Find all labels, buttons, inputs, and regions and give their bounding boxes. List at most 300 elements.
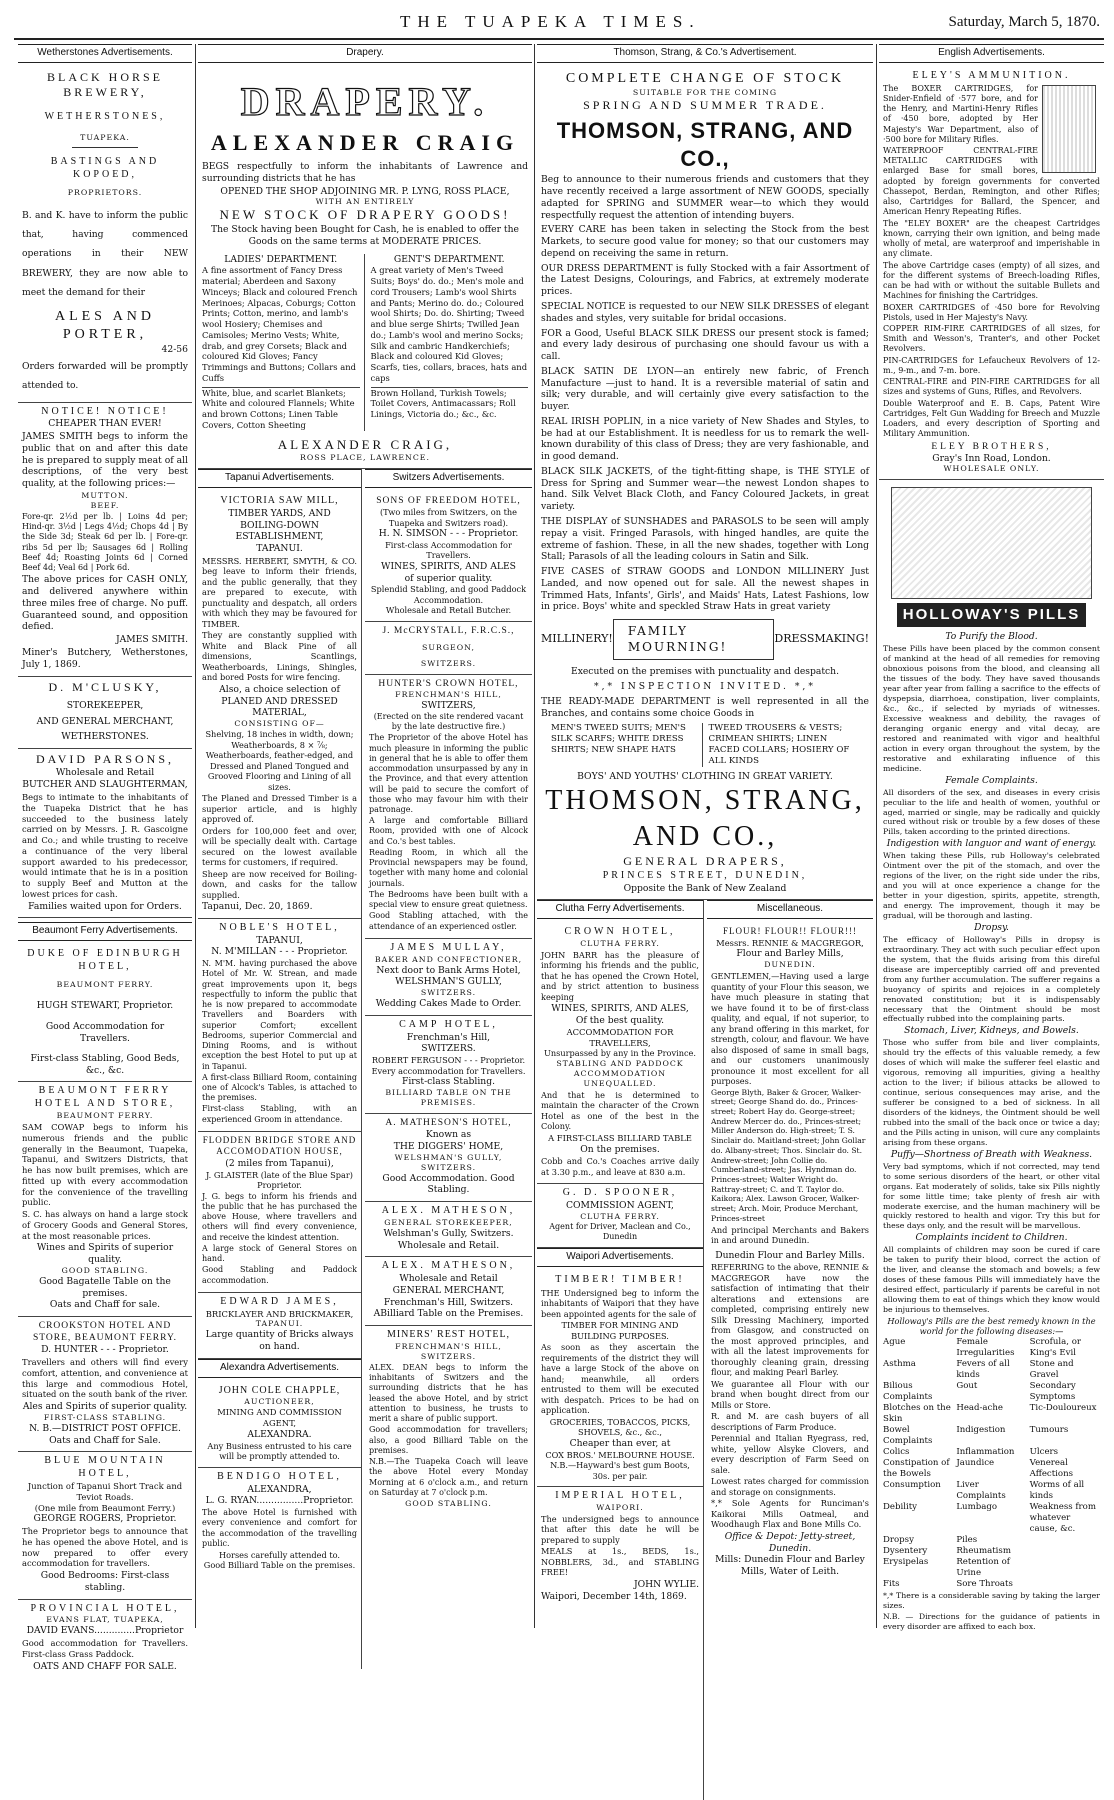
ad-line: TIMBER YARDS, AND <box>228 507 331 519</box>
ad-line: WETHERSTONES, <box>44 110 166 122</box>
ad-line: ABilliard Table on the Premises. <box>373 1308 524 1320</box>
disease-item: Ulcers <box>1029 1446 1059 1457</box>
engraving-illustration <box>891 487 1092 599</box>
ad-line: BUTCHER AND SLAUGHTERMAN, <box>22 779 188 791</box>
ad-line: Good Accommodation for Travellers. <box>45 1021 165 1045</box>
ad-line: GENERAL MERCHANT, <box>392 1284 505 1296</box>
disease-item: Rheumatism <box>956 1545 1011 1556</box>
subheading: Indigestion with languor and want of energy. <box>886 838 1097 850</box>
ad-body: *,* Sole Agents for Runciman's Kaikorai Mills Oatmeal, and Woodhaugh Flax and Bone Mills Co. <box>711 1498 869 1530</box>
masthead <box>0 0 1114 40</box>
testimonial-names: George Blyth, Baker & Grocer, Walker-street; George Shand do. do., Princes-street; Robert Hay do. George-street; Andrew Mercer do. do., Princes-street; Miller Anderson do. High-street; T. S. Sinclair do. Maitland-street; John Gollar do. Albany-street; Thos. Sinclair do. St. Andrew-street; John Collie do. Cumberland-street; Jas. Hyndman do. Princes-street; Walter Wright do. Rattray-street; C. and T. Taylor do. Kaikora; Alex. Lawson Grocer, Walker-street; Arch. Moir, Produce Merchant, Princes-street <box>711 1087 866 1223</box>
issue-date: Saturday, March 5, 1870. <box>948 14 1100 30</box>
ad-body: N.B.—The Tuapeka Coach will leave the above Hotel every Monday Morning at 6 o'clock a.m., and return on Saturday at 7 o'clock p.m. <box>369 1457 528 1497</box>
ad-line: Oats and Chaff for Sale. <box>49 1434 161 1446</box>
ad-notice <box>18 403 192 678</box>
ad-body: GENTLEMEN,—Having used a large quantity of your Flour this season, we have much pleasure in stating that we have found it to be of first-class quality, and equal, if not superior, to any brand offering in this market, for strength, colour, and flavour. We have also disposed of same in small bags, and our customers unanimously pronounce it most excellent for all purposes. <box>711 971 869 1087</box>
ad-line: GENERAL STOREKEEPER, <box>384 1217 513 1227</box>
ad-line: Wholesale and Retail <box>55 767 155 779</box>
ad-title: ALEXANDER CRAIG <box>210 129 520 155</box>
ad-title: ELEY'S AMMUNITION. <box>912 69 1071 81</box>
ad-line: THE DIGGERS' HOME, <box>393 1140 504 1152</box>
ad-body: The "ELEY BOXER" are the cheapest Cartridges known, carrying their own ignition, and being made wholly of metal, are waterproof and imperishable in any climate. <box>883 218 1100 259</box>
millinery-label: MILLINERY! <box>541 632 613 646</box>
cartridge-illustration <box>1042 85 1096 173</box>
ad-body: REFERRING to the above, RENNIE & MACGREGOR have now the satisfaction of intimating that their alterations and extensions are completed, comprising entirely new Silk Dressing Machinery, imported from Glasgow, and constructed on the most approved principles, and with all the latest improvements for thoroughly cleaning grain, dressing flour, and making Pearl Barley. <box>711 1262 869 1378</box>
ad-line: Frenchman's Hill, <box>406 1031 491 1043</box>
ad-line: STABLING AND PADDOCK ACCOMMODATION UNEQUALLED. <box>556 1058 684 1088</box>
ad-line: of superior quality. <box>404 572 493 584</box>
ad-line: Opposite the Bank of New Zealand <box>623 882 787 894</box>
ad-body: Those who suffer from bile and liver complaints, should try the effects of this valuable remedy, a few doses of which will make the sufferer feel elastic and vigorous, removing all impurities, giving a healthy action to the liver; if bilious attacks be allowed to continue, serious consequences may arise, and the sufferer be consigned to a bed of sickness. In all disorders of the kidneys, the Ointment should be well rubbed into the small of the back once or twice a day; and the Pills acting in unison, will cure any complaints arising from these organs. <box>883 1038 1100 1147</box>
ad-line: BAKER AND CONFECTIONER, <box>374 954 523 964</box>
ad-line: Messrs. RENNIE & MACGREGOR, <box>716 937 864 948</box>
ad-line: Executed on the premises with punctuality and despatch. <box>570 665 840 677</box>
disease-list <box>883 1337 1100 1590</box>
disease-item <box>1030 1557 1100 1579</box>
ad-line: First-class Stabling. <box>401 1076 496 1088</box>
ad-line: Cheaper than ever, at <box>569 1437 671 1449</box>
ad-title: DAVID PARSONS, <box>35 752 175 767</box>
ad-paragraph: REAL IRISH POPLIN, in a nice variety of New Shades and Styles, to be had at our Establishment. It is needless for us to remark the well-known durability of this class of Dress; they are very fashionable, and in good demand. <box>541 415 869 463</box>
ad-line: Known as <box>425 1129 472 1141</box>
ad-body: THE Undersigned beg to inform the inhabitants of Waipori that they have been appointed agents for the sale of <box>541 1287 699 1319</box>
ad-signature: ELEY BROTHERS, <box>931 441 1052 452</box>
ad-line: TAPANUI. <box>255 1319 304 1329</box>
ad-body: The BOXER CARTRIDGES, for Snider-Enfield of ·577 bore, and for the Henry, and Martini-Henry Rifles of ·450 bore, adopted by Her Majesty's War Department, also of ·500 bore for Military Rifles. <box>883 83 1038 144</box>
ad-line: SURGEON, <box>422 643 475 653</box>
disease-item: Tic-Douloureux <box>1029 1402 1097 1413</box>
disease-item: Debility <box>883 1501 918 1512</box>
ad-body: Lowest rates charged for commission and storage on consignments. <box>711 1476 869 1497</box>
column-clutha <box>537 900 704 1800</box>
holloway-banner: HOLLOWAY'S PILLS <box>897 603 1086 627</box>
ad-line: Good Accommodation. Good Stabling. <box>382 1172 515 1196</box>
ad-body: The above prices for CASH ONLY, and delivered anywhere within three miles free of charge. No puff. Guaranteed sound, and opposition defied. <box>22 574 188 633</box>
ad-paragraph: SPECIAL NOTICE is requested to our NEW SILK DRESSES of elegant shades and styles, very suitable for bridal occasions. <box>541 301 869 324</box>
ad-provincial-hotel <box>18 1600 192 1678</box>
ad-line: SWITZERS, <box>421 700 476 712</box>
ad-nobles-hotel <box>198 919 361 1132</box>
disease-item: Dropsy <box>883 1534 914 1545</box>
ad-paragraph: EVERY CARE has been taken in selecting the Stock from the best Markets, to secure good value for money; so that our customers may depend on receiving the same in return. <box>541 224 869 259</box>
ad-title: CROOKSTON HOTEL AND STORE, BEAUMONT FERRY. <box>33 1321 177 1344</box>
column-switzers <box>365 469 532 1514</box>
ad-line: COX BROS.' MELBOURNE HOUSE. <box>545 1449 695 1460</box>
items-right: TWEED TROUSERS & VESTS; CRIMEAN SHIRTS; LINEN FACED COLLARS; HOSIERY OF ALL KINDS <box>708 722 850 766</box>
ad-line: DUNEDIN. <box>764 960 816 970</box>
ad-body: Good accommodation for travellers; also, a good Billiard Table on the premises. <box>369 1425 528 1455</box>
ad-line: Wedding Cakes Made to Order. <box>375 998 522 1010</box>
ad-line: SUITABLE FOR THE COMING <box>632 87 778 97</box>
ad-line: TIMBER FOR MINING AND BUILDING PURPOSES. <box>561 1320 679 1341</box>
ad-body: A large stock of General Stores on hand. <box>202 1243 357 1264</box>
ad-title: DUKE OF EDINBURGH HOTEL, <box>27 948 183 972</box>
ad-body: CENTRAL-FIRE and PIN-FIRE CARTRIDGES for all sizes and systems of Guns, Rifles, and Revolvers. <box>883 377 1100 397</box>
ad-title: SONS OF FREEDOM HOTEL, <box>376 495 521 506</box>
subheading: Stomach, Liver, Kidneys, and Bowels. <box>904 1025 1079 1037</box>
ad-line: Wholesale and Retail <box>399 1273 498 1285</box>
disease-item: Stone and Gravel <box>1029 1358 1074 1380</box>
disease-item: Bilious Complaints <box>883 1380 933 1402</box>
ad-body: They are constantly supplied with White and Black Pine of all dimensions, Scantlings, Weatherboards, Linings, Shingles, and bored Posts for wire fencing. <box>202 630 357 683</box>
ad-rennie-macgregor <box>707 923 873 1583</box>
millinery-row <box>541 619 869 660</box>
ad-body: Orders for 100,000 feet and over, will be specially dealt with. Cartage secured on the lowest available terms for customers, if required. <box>202 825 357 868</box>
ad-title: BLACK HORSE BREWERY, <box>46 69 163 100</box>
ad-body: First-class Stabling, with an experienced Groom in attendance. <box>202 1104 357 1124</box>
ad-line: ALEXANDRA. <box>247 1428 312 1440</box>
ad-line: ACCOMMODATION FOR TRAVELLERS, <box>566 1026 674 1048</box>
ad-body: And principal Merchants and Bakers in and around Dunedin. <box>711 1224 869 1246</box>
ad-body: MESSRS. HERBERT, SMYTH, & CO. beg leave to inform their friends, and the public generally, that they are prepared to execute, with punctuality and despatch, all orders with which they may be favoured for TIMBER. <box>202 555 357 629</box>
ad-line: Agent for Driver, Maclean and Co., Dunedin <box>549 1221 691 1242</box>
ad-body: All disorders of the sex, and diseases in every crisis peculiar to the life and health of women, youthful or aged, married or single, may be radically and quickly cured without risk or trouble by a few doses of these Pills, taken according to the printed directions. <box>883 787 1100 837</box>
disease-item: Tumours <box>1029 1424 1069 1435</box>
section-heading: Thomson, Strang, & Co.'s Advertisement. <box>537 44 873 63</box>
ad-line: PRINCES STREET, DUNEDIN, <box>602 869 808 881</box>
ad-holloways-pills <box>879 480 1104 1637</box>
ad-body: N.B. — Directions for the guidance of patients in every disorder are affixed to each box. <box>883 1611 1100 1631</box>
ad-body: SAM COWAP begs to inform his numerous friends and the public generally in the Beaumont, Tuapeka, Tapanui, and Switzers Districts, that he has now built premises, which are fitted up with every accommodation for the convenience of the travelling public. <box>22 1122 188 1208</box>
ad-line: Horses carefully attended to. <box>218 1549 341 1560</box>
ad-mcclusky <box>18 677 192 749</box>
disease-item: Female Irregularities <box>956 1336 1015 1358</box>
ad-title: EDWARD JAMES, <box>220 1295 339 1307</box>
ad-paragraph: BLACK SILK JACKETS, of the tight-fitting shape, is THE STYLE of Dress for Spring and Summer wear—the newest London shapes to hand. Silk Velvet Black Cloth, and Fancy Coloured Jackets, in great variety. <box>541 465 869 513</box>
section-heading: Alexandra Advertisements. <box>198 1359 361 1378</box>
ad-diggers-home <box>365 1114 532 1202</box>
ad-body: BOXER CARTRIDGES of ·450 bore for Revolving Pistols, used in Her Majesty's Navy. <box>883 302 1100 322</box>
ad-line: Frenchman's Hill, Switzers. <box>383 1296 514 1308</box>
column-wetherstones <box>18 44 192 1672</box>
ad-miners-rest-hotel <box>365 1326 532 1514</box>
section-heading: Tapanui Advertisements. <box>198 469 361 488</box>
ad-body: Perennial and Italian Ryegrass, red, white, yellow Alsyke Clovers, and every description of Farm Seed on sale. <box>711 1433 869 1475</box>
ad-line: PROPRIETORS. <box>67 187 143 197</box>
ad-date: Waipori, December 14th, 1869. <box>541 1590 687 1602</box>
ad-body: Reading Room, in which all the Provincial newspapers may be found, together with many home and colonial journals. <box>369 847 528 888</box>
masthead-rule <box>14 38 1104 40</box>
disease-item: Scrofula, or King's Evil <box>1029 1336 1081 1358</box>
ad-body: The Stock having been Bought for Cash, he is enabled to offer the Goods on the same terms at MODERATE PRICES. <box>211 224 519 247</box>
ad-line: Good Bagatelle Table on the premises. <box>39 1275 171 1299</box>
dressmaking-label: DRESSMAKING! <box>774 632 869 646</box>
ad-body: The above Cartridge cases (empty) of all sizes, and for the different systems of Breech-loading Rifles, can be had with or without the suitable Bullets and Machines for finishing the Cartridges. <box>883 260 1100 301</box>
ad-body: PIN-CARTRIDGES for Lefaucheux Revolvers of 12-m., 9-m., and 7-m. bore. <box>883 355 1100 375</box>
ad-victoria-saw-mill <box>198 492 361 919</box>
ad-line: COMMISSION AGENT, <box>566 1200 674 1212</box>
ad-paragraph: FIVE CASES of STRAW GOODS and LONDON MILLINERY Just Landed, and now opened out for sale. All the newest shapes in Trimmed Hats, Infants', Girls', and Maids' Hats, Latest Fashions, low in price. Boys' white and speckled Straw Hats in great variety <box>541 566 869 613</box>
price-list: Fore-qr. 2½d per lb. | Loins 4d per; Hind-qr. 3½d | Legs 4½d; Chops 4d | By the Side 3d; Steak 6d per lb. | Fore-qr. ribs 5d per lb; Sausages 6d | Rolling Beef 4d; Roasting Joints 6d | Corned Beef 4d; Veal 6d | Pork 6d. <box>22 511 188 573</box>
disease-item: Fits <box>883 1578 900 1589</box>
ad-body: The Planed and Dressed Timber is a superior article, and is highly approved of. <box>202 793 357 825</box>
ad-line: SWITZERS. <box>420 659 477 669</box>
ad-line: Flour and Barley Mills, <box>736 948 844 960</box>
ad-line: DAVID EVANS..............Proprietor <box>26 1625 184 1637</box>
ad-headline: SPRING AND SUMMER TRADE. <box>583 97 827 112</box>
ad-line: J. GLAISTER (late of the Blue Spar) Proprietor. <box>206 1169 353 1191</box>
column-miscellaneous <box>707 900 873 1583</box>
ad-black-horse-brewery <box>18 67 192 403</box>
subheading: To Purify the Blood. <box>945 631 1038 643</box>
ad-line: CLUTHA FERRY. <box>580 938 660 948</box>
disease-item: Head-ache <box>956 1402 1003 1413</box>
ad-line: GROCERIES, TOBACCOS, PICKS, SHOVELS, &c., &c., <box>549 1416 691 1438</box>
ad-body: J. G. begs to inform his friends and the public that he has purchased the above House, where travellers and others will find every convenience, and receive the kindest attention. <box>202 1191 357 1242</box>
section-heading: Drapery. <box>198 44 532 63</box>
ad-line: D. HUNTER - - - Proprietor. <box>41 1344 169 1356</box>
ad-line: N.B.—Hayward's best gum Boots, 30s. per pair. <box>550 1460 690 1481</box>
newspaper-title: THE TUAPEKA TIMES. <box>400 12 701 31</box>
disease-item: Venereal Affections <box>1029 1457 1074 1479</box>
ad-line: Gray's Inn Road, London. <box>932 452 1051 464</box>
ad-body: Good Stabling and Paddock accommodation. <box>202 1265 357 1285</box>
ad-title: TIMBER! TIMBER! <box>555 1274 685 1286</box>
ad-body: Shelving, 18 inches in width, down; Weatherboards, 8 × ⅞; Weatherboards, feather-edged, and Dressed and Planed Tongued and Grooved Flooring and Lining of all sizes. <box>205 729 354 792</box>
ad-line: OATS AND CHAFF FOR SALE. <box>33 1660 177 1672</box>
ad-line: Of the best quality. <box>575 1015 665 1027</box>
ladies-list: A fine assortment of Fancy Dress material; Aberdeen and Saxony Winceys; Black and coloured French Merinoes; Alpacas, Coburgs; Cotton Prints; Cotton, merino, and lamb's wool Hosiery; Chemises and Camisoles; Merino Vests; White, drab, and grey Corsets; Black and coloured Kid Gloves; Fancy Trimmings and Buttons; Collars and Cuffs <box>202 265 358 383</box>
subheading: Complaints incident to Children. <box>915 1232 1068 1244</box>
ad-body: Orders forwarded will be promptly attended to. <box>22 360 188 392</box>
ad-body: Good Stabling attached, with the attendance of an experienced ostler. <box>369 911 528 931</box>
ad-title: MINERS' REST HOTEL, <box>386 1329 511 1341</box>
column-english <box>879 44 1104 1632</box>
ad-thomson-strang <box>537 67 873 900</box>
column-divider <box>876 44 877 1628</box>
ad-line: AND GENERAL MERCHANT, <box>36 715 174 727</box>
ad-imperial-hotel <box>537 1487 703 1607</box>
ad-title: G. D. SPOONER, <box>562 1187 678 1199</box>
ad-body: R. and M. are cash buyers of all descriptions of Farm Produce. <box>711 1411 869 1432</box>
ad-title: IMPERIAL HOTEL, <box>555 1490 685 1502</box>
column-divider <box>534 44 535 1628</box>
subheading: Female Complaints. <box>945 774 1038 786</box>
ad-line: Good Bedrooms: First-class stabling. <box>40 1570 170 1593</box>
ad-line: WAIPORI. <box>596 1502 644 1512</box>
ad-body: As soon as they ascertain the requirements of the district they will have a large Stock of the above on hand; meanwhile, all orders entrusted to them will be executed with despatch. Prices to be had on application. <box>541 1342 699 1416</box>
disease-item: Dysentery <box>883 1545 928 1556</box>
ad-line: WELSHMAN'S GULLY, <box>395 976 502 988</box>
ad-mccrystall <box>365 622 532 675</box>
ad-title: D. M'CLUSKY, <box>48 680 162 695</box>
ad-body: The Bedrooms have been built with a special view to ensure great quietness. <box>369 889 528 910</box>
ad-line: BOYS' AND YOUTHS' CLOTHING IN GREAT VARIETY. <box>577 770 833 782</box>
ad-paragraph: FOR a Good, Useful BLACK SILK DRESS our present stock is famed; and every lady desirous of purchasing one should favour us with a call. <box>541 327 869 363</box>
ad-line: (One mile from Beaumont Ferry.) <box>34 1502 176 1513</box>
ad-line: BOILING-DOWN ESTABLISHMENT, <box>235 519 324 543</box>
ad-title: HUNTER'S CROWN HOTEL, <box>378 679 519 690</box>
ad-line: ROSS PLACE, LAWRENCE. <box>300 453 430 463</box>
ad-line: MUTTON. <box>81 491 129 500</box>
ad-alexander-craig <box>198 67 532 469</box>
ad-title: JAMES MULLAY, <box>390 941 507 953</box>
ad-line: First-class Stabling, Good Beds, &c., &c. <box>30 1052 180 1076</box>
ad-line: Ales and Spirits of superior quality. <box>22 1401 188 1413</box>
ad-line: H. N. SIMSON - - - Proprietor. <box>378 528 519 540</box>
ad-line: Mills: Dunedin Flour and Barley Mills, Water of Leith. <box>715 1554 865 1578</box>
ad-sons-of-freedom <box>365 492 532 622</box>
disease-item: Fevers of all kinds <box>956 1358 1010 1380</box>
ad-line: BASTINGS AND KOPOED, <box>50 156 160 181</box>
ad-line: AUCTIONEER, <box>244 1397 315 1407</box>
ad-line: BEEF. <box>90 500 120 510</box>
ad-date: Tapanui, Dec. 20, 1869. <box>202 901 313 913</box>
ad-title: CROWN HOTEL, <box>564 926 676 938</box>
ad-body: S. C. has always on hand a large stock of Grocery Goods and General Stores, at the most reasonable prices. <box>22 1209 188 1241</box>
disease-item: Inflammation <box>956 1446 1015 1457</box>
disease-item: Bowel Complaints <box>883 1424 933 1446</box>
ad-line: On the premises. <box>580 1143 660 1155</box>
ad-duke-of-edinburgh <box>18 945 192 1082</box>
ad-line: WITH AN ENTIRELY <box>315 197 415 207</box>
ad-body: JOHN BARR has the pleasure of informing his friends and the public, that he has opened the Crown Hotel, and by strict attention to business keeping <box>541 949 699 1002</box>
ad-signature: ALEXANDER CRAIG, <box>277 436 453 452</box>
ad-timber <box>537 1271 703 1487</box>
ad-line: Every accommodation for Travellers. <box>371 1065 526 1076</box>
section-heading: Waipori Advertisements. <box>537 1248 703 1267</box>
ad-line: FRENCHMAN'S HILL, SWITZERS. <box>395 1342 502 1361</box>
ad-title: A. MATHESON'S HOTEL, <box>385 1117 512 1128</box>
ad-body: Begs to intimate to the inhabitants of the Tuapeka District that he has succeeded to the business lately carried on by Messrs. J. R. Gascoigne and Co.; and while trusting to receive a continuance of the very liberal support awarded to his predecessor, would intimate that he is in a position to supply Beef and Mutton at the lowest prices for cash. <box>22 792 188 899</box>
ad-alex-matheson-merchant <box>365 1257 532 1326</box>
disease-item <box>1030 1579 1100 1590</box>
ad-line: CLUTHA FERRY. <box>580 1211 660 1221</box>
ad-line: *,* INSPECTION INVITED. *,* <box>594 680 816 692</box>
column-tapanui <box>198 469 362 1669</box>
disease-item: Erysipelas <box>883 1556 929 1567</box>
ad-body: The above Hotel is furnished with every convenience and comfort for the accommodation of the travelling public. <box>202 1508 357 1548</box>
ad-paragraph: OUR DRESS DEPARTMENT is fully Stocked with a fair Assortment of the Latest Designs, Colourings, and Fabrics, at extremely moderate prices. <box>541 262 869 298</box>
ad-line: First-class Accommodation for Travellers. <box>385 539 512 561</box>
ad-line: WETHERSTONES. <box>61 731 149 743</box>
ad-body: And that he is determined to maintain the character of the Crown Hotel as one of the best in the Colony. <box>541 1089 699 1132</box>
ad-line: Wines and Spirits of superior quality. <box>36 1242 174 1266</box>
disease-item: Lumbago <box>956 1501 998 1512</box>
ad-signature: JOHN WYLIE. <box>633 1578 699 1590</box>
ad-body: Cobb and Co.'s Coaches arrive daily at 3.30 p.m., and leave at 830 a.m. <box>541 1156 699 1177</box>
ad-line: Welshman's Gully, Switzers. <box>383 1227 514 1239</box>
ad-headline: COMPLETE CHANGE OF STOCK <box>565 70 845 86</box>
department-lists <box>202 254 528 431</box>
ad-body: When taking these Pills, rub Holloway's celebrated Ointment over the pit of the stomach, and over the regions of the liver, on the right side under the ribs, and you will at once experience a change for the better in your digestion, spirits, appetite, strength, and energy. The improvement, though it may be gradual, will be thorough and lasting. <box>883 851 1100 920</box>
ad-paragraph: BLACK SATIN DE LYON—an entirely new fabric, of French Manufacture —just to hand. It is a reversible material of satin and silk; very durable, and will certainly give every satisfaction to the buyer. <box>541 365 869 413</box>
ad-line: CONSISTING OF— <box>234 719 325 729</box>
ad-line: Next door to Bank Arms Hotel, <box>376 964 521 976</box>
column-thomson-strang <box>537 44 873 1632</box>
ad-line: WELSHMAN'S GULLY, SWITZERS. <box>394 1152 503 1172</box>
ad-eley-ammunition <box>879 67 1104 481</box>
ad-title: ALEX. MATHESON, <box>381 1205 516 1217</box>
column-drapery <box>198 44 532 1632</box>
ad-line: WHOLESALE ONLY. <box>943 464 1040 474</box>
ad-code: 42-56 <box>161 344 188 356</box>
ad-line: HUGH STEWART, Proprietor. <box>36 999 174 1011</box>
ad-title: BEAUMONT FERRY HOTEL AND STORE, <box>34 1085 176 1110</box>
disease-item: Sore Throats <box>956 1578 1013 1589</box>
ad-line: PLANED AND DRESSED MATERIAL, <box>221 695 338 719</box>
ad-bendigo-hotel <box>198 1468 361 1576</box>
ad-body: A first-class Billiard Room, containing one of Alcock's Tables, is attached to the premises. <box>202 1072 357 1103</box>
ad-line: GENERAL DRAPERS, <box>623 854 787 869</box>
disease-item: Consumption <box>883 1479 941 1490</box>
ad-line: WINES, SPIRITS, AND ALES, <box>551 1003 689 1015</box>
subheading: Puffy—Shortness of Breath with Weakness. <box>890 1148 1093 1160</box>
ladies-department-heading: LADIES' DEPARTMENT. <box>224 253 338 265</box>
ad-title: NOTICE! NOTICE! <box>41 405 169 417</box>
ad-hunters-crown-hotel <box>365 675 532 939</box>
disease-item: Colics <box>883 1446 910 1457</box>
items-left: MEN'S TWEED SUITS; MEN'S SILK SCARFS; WHITE DRESS SHIRTS; NEW SHAPE HATS <box>551 723 703 767</box>
ladies-list-2: White, blue, and scarlet Blankets; White and coloured Flannels; White and brown Cottons; Linen Table Covers, Cotton Sheeting <box>202 387 360 431</box>
ad-body: Very bad symptoms, which if not corrected, may tend to some serious disorders of the heart, or other vital organs. Eat moderately of solids, take six Pills nightly for some little time; take plenty of fresh air with moderate exercise, and the human machinery will be quickly restored to health and vigor. Try this but for these days only, and the result will be marvellous. <box>883 1161 1100 1231</box>
ad-crown-hotel <box>537 923 703 1184</box>
ad-body: We guarantee all Flour with our brand when bought direct from our Mills or Store. <box>711 1378 869 1410</box>
ad-title: ALEX. MATHESON, <box>381 1260 516 1272</box>
ad-line: Wholesale and Retail Butcher. <box>385 605 512 616</box>
drapery-heading: DRAPERY. <box>240 78 490 124</box>
ad-body: Travellers and others will find every comfort, attention, and convenience at this large and commodious Hotel, situated on the south bank of the river. <box>22 1357 188 1400</box>
ad-camp-hotel <box>365 1016 532 1114</box>
ad-title: CAMP HOTEL, <box>399 1018 498 1030</box>
ad-line: (Two miles from Switzers, on the Tuapeka and Switzers road). <box>379 507 517 528</box>
ad-title: PROVINCIAL HOTEL, <box>30 1602 180 1614</box>
subheading: Dropsy. <box>974 921 1009 933</box>
section-heading: Beaumont Ferry Advertisements. <box>18 922 192 941</box>
ad-line: ROBERT FERGUSON - - - Proprietor. <box>371 1055 526 1066</box>
disease-item: Asthma <box>883 1358 916 1369</box>
lower-columns <box>198 469 532 1669</box>
disease-item: Constipation of the Bowels <box>883 1457 950 1479</box>
ad-paragraph: THE READY-MADE DEPARTMENT is well represented in all the Branches, and contains some choice Goods in <box>541 696 869 720</box>
ad-title: FLODDEN BRIDGE STORE AND ACCOMODATION HOUSE, <box>202 1134 357 1157</box>
ad-parsons <box>18 749 192 918</box>
ad-line: NEW STOCK OF DRAPERY GOODS! <box>219 207 511 223</box>
ad-line: (Erected on the site rendered vacant by the late destructive fire.) <box>373 711 524 732</box>
ad-body: B. and K. have to inform the public that, having commenced operations in their NEW BREWERY, they are now able to meet the demand for their <box>22 209 188 299</box>
lower-columns <box>537 900 873 1800</box>
ad-line: FIRST-CLASS STABLING. <box>43 1412 167 1422</box>
ad-body: The efficacy of Holloway's Pills in dropsy is extraordinary. They act with such peculiar effect upon the system, that the fluids arising from this direful disease are imperceptibly carried off and prevented from any further accumulation. The sufferer regains a buoyancy of spirits and rejoices in a completely renovated constitution; but it is indispensably necessary that the Ointment should be most effectually rubbed into the complaining parts. <box>883 934 1100 1024</box>
ad-line: ALEXANDRA, <box>247 1483 312 1495</box>
ad-line: CHEAPER THAN EVER! <box>48 418 162 430</box>
disease-item: Blotches on the Skin <box>883 1402 951 1424</box>
ad-body: ALEX. DEAN begs to inform the inhabitants of Switzers and the surrounding districts that he has leased the above Hotel, and by strict attention to business, he trusts to merit a share of public support. <box>369 1362 528 1424</box>
ad-john-cole-chapple <box>198 1382 361 1468</box>
ad-alex-matheson-storekeeper <box>365 1202 532 1257</box>
ad-body: The Proprietor begs to announce that he has opened the above Hotel, and is now prepared to offer every accommodation for travellers. <box>22 1526 188 1569</box>
disease-item: Worms of all kinds <box>1029 1479 1085 1501</box>
ad-title: BLUE MOUNTAIN HOTEL, <box>44 1455 166 1480</box>
ad-body: Any Business entrusted to his care will be promptly attended to. <box>207 1440 352 1462</box>
disease-item: Ague <box>883 1336 906 1347</box>
gents-list-2: Brown Holland, Turkish Towels; Toilet Covers, Antimacassars; Roll Linings, Victoria do.; &c., &c. <box>371 387 529 420</box>
ad-title: BENDIGO HOTEL, <box>217 1470 342 1482</box>
ad-beaumont-ferry-hotel <box>18 1082 192 1317</box>
ad-line: Families waited upon for Orders. <box>28 900 182 912</box>
ad-title: J. McCRYSTALL, F.R.C.S., <box>382 625 515 636</box>
disease-item: Jaundice <box>956 1457 995 1468</box>
disease-item: Piles <box>956 1534 978 1545</box>
ad-line: N. M'MILLAN - - - Proprietor. <box>211 946 348 958</box>
ad-line: BRICKLAYER AND BRICKMAKER, <box>205 1308 354 1319</box>
ad-body: COPPER RIM-FIRE CARTRIDGES of all sizes, for Smith and Wesson's, Tranter's, and other Pocket Revolvers. <box>883 323 1100 354</box>
divider <box>72 147 138 148</box>
disease-item <box>1030 1535 1100 1546</box>
ad-line: Dunedin Flour and Barley Mills. <box>715 1249 865 1261</box>
ad-line: GEORGE ROGERS, Proprietor. <box>33 1513 177 1525</box>
